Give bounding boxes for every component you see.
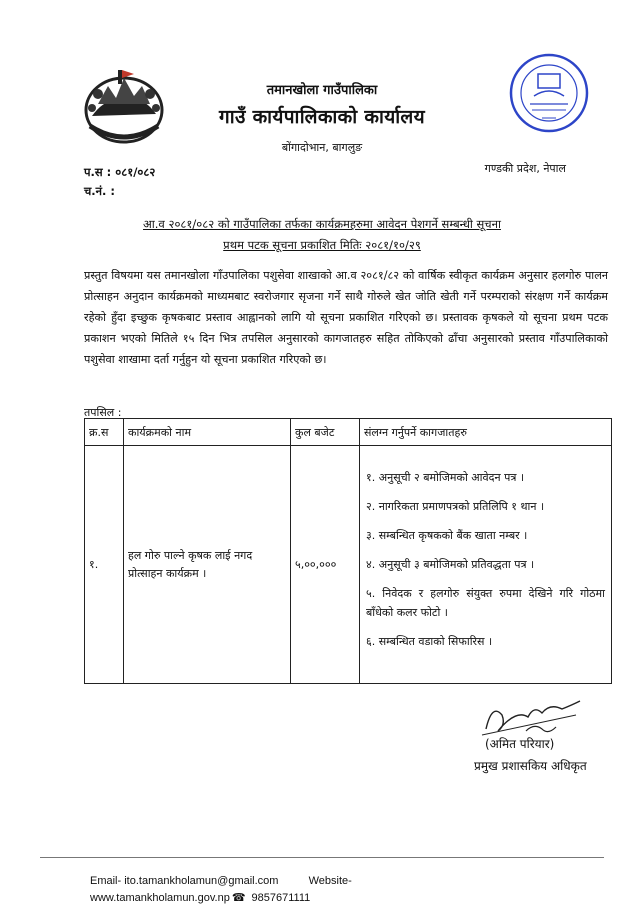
header-program: कार्यक्रमको नाम bbox=[124, 419, 291, 446]
signer-title: प्रमुख प्रशासकिय अधिकृत bbox=[474, 759, 587, 773]
footer-web-phone-line bbox=[90, 891, 310, 904]
document-item-3: ३. सम्बन्धित कृषकको बैंक खाता नम्बर । bbox=[366, 529, 528, 542]
table-caption: तपसिल : bbox=[84, 406, 122, 419]
document-item-2: २. नागरिकता प्रमाणपत्रको प्रतिलिपि १ थान । bbox=[366, 500, 545, 513]
document-item-1: १. अनुसूची २ बमोजिमको आवेदन पत्र । bbox=[366, 471, 525, 484]
header-budget: कुल बजेट bbox=[291, 419, 360, 446]
header-sn: क्र.स bbox=[85, 419, 124, 446]
office-title: गाउँ कार्यपालिकाको कार्यालय bbox=[219, 106, 425, 128]
notice-body: प्रस्तुत विषयमा यस तमानखोला गाँउपालिका पशुसेवा शाखाको आ.व २०८१/८२ को वार्षिक स्वीकृत कार्यक्रम अनुसार हलगोरु पालन प्रोत्साहन अनुदान कार्यक्रमको माध्यमबाट स्वरोजगार सृजना गर्ने साथै गोरुले खेत जोति खेती गर्ने परम्पराको संरक्षण गर्ने कार्यक्रम रहेको हुँदा इच्छुक कृषकबाट प्रस्ताव आह्वानको लागि यो सूचना प्रकाशित गरिएको छ। प्रस्तावक कृषकले यो सूचना प्रथम पटक प्रकाशन भएको मितिले १५ दिन भित्र तपसिल अनुसारको कागजातहरु सहित तोकिएको ढाँचा अनुसारको प्रस्ताव गाँउपालिकाको पशुसेवा शाखामा दर्ता गर्नुहुन यो सूचना प्रकाशित गरिएको छ। bbox=[84, 269, 608, 366]
row-program: हल गोरु पाल्ने कृषक लाई नगद प्रोत्साहन कार्यक्रम । bbox=[124, 446, 291, 684]
document-item-5: ५. निवेदक र हलगोरु संयुक्त रुपमा देखिने गरि गोठमा बाँधेको कलर फोटो । bbox=[366, 587, 605, 619]
footer-contact-line bbox=[90, 875, 352, 887]
municipality-name: तमानखोला गाउँपालिका bbox=[266, 83, 378, 98]
row-sn: १. bbox=[85, 446, 124, 684]
row-budget: ५,००,००० bbox=[291, 446, 360, 684]
row-documents bbox=[360, 446, 612, 684]
footer-website-label: Website- bbox=[308, 875, 352, 887]
table-row bbox=[85, 446, 612, 684]
office-address: बोंगादोभान, बागलुङ bbox=[281, 141, 363, 154]
document-item-6: ६. सम्बन्धित वडाको सिफारिस । bbox=[366, 635, 493, 648]
table-header-row bbox=[85, 419, 612, 446]
subject-line-1: आ.व २०८१/०८२ को गाउँपालिका तर्फका कार्यक्रमहरुमा आवेदन पेशगर्ने सम्बन्धी सूचना bbox=[143, 217, 501, 231]
footer-email[interactable]: Email- ito.tamankholamun@gmail.com bbox=[90, 875, 279, 887]
telephone-icon: ☎ bbox=[231, 892, 246, 904]
province-label: गण्डकी प्रदेश, नेपाल bbox=[484, 162, 566, 175]
program-table bbox=[84, 418, 612, 684]
footer-website[interactable]: www.tamankholamun.gov.np bbox=[90, 892, 230, 904]
document-item-4: ४. अनुसूची ३ बमोजिमको प्रतिवद्धता पत्र । bbox=[366, 558, 535, 571]
footer-divider bbox=[40, 857, 604, 858]
letter-ref-number: प.स : ०८१/०८२ bbox=[84, 165, 156, 179]
notice-subject bbox=[0, 214, 644, 256]
subject-line-2: प्रथम पटक सूचना प्रकाशित मितिः २०८१/१०/२९ bbox=[223, 238, 421, 252]
header-documents: संलग्न गर्नुपर्ने कागजातहरु bbox=[360, 419, 612, 446]
footer-phone: 9857671111 bbox=[251, 892, 311, 904]
signer-name: (अमित परियार) bbox=[485, 737, 555, 751]
dispatch-number: च.नं. : bbox=[84, 184, 116, 198]
